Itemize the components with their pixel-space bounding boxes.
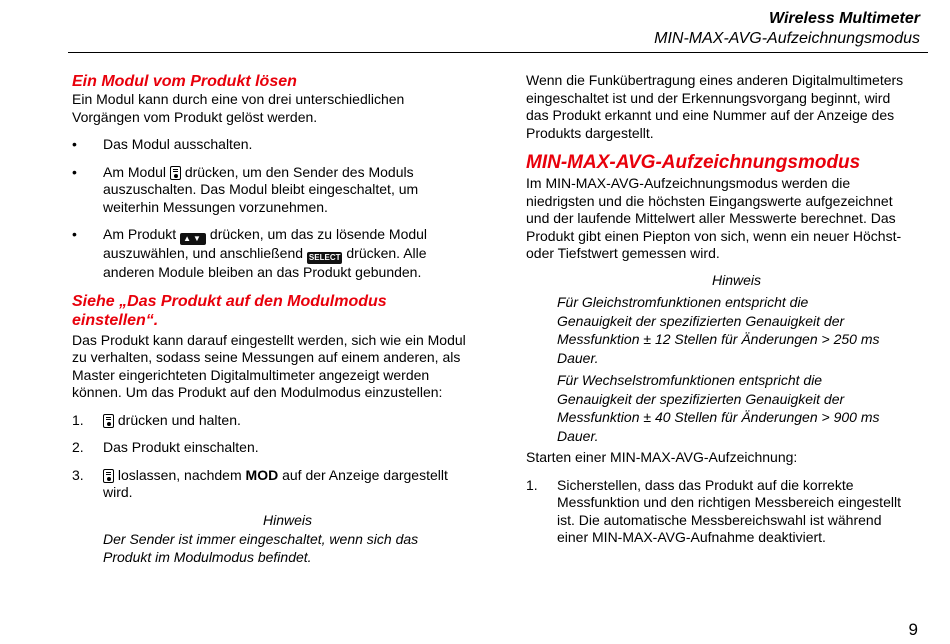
header-subtitle: MIN-MAX-AVG-Aufzeichnungsmodus — [654, 30, 920, 47]
right-column — [526, 72, 916, 547]
transmit-button-icon — [103, 414, 114, 428]
note-ac: Für Wechselstromfunktionen entspricht die Genauigkeit der spezifizierten Genauigkeit der Messfunktion ± 40 Stellen für Änderungen > 900 ms Dauer. — [557, 372, 880, 444]
step-1: 1. Sicherstellen, dass das Produkt auf die korrekte Messfunktion und den richtigen Messbereich eingestellt ist. Die automatische Messbereichswahl ist während einer MIN-MAX-AVG-Aufnahme deaktiviert. — [526, 476, 901, 545]
header-title: Wireless Multimeter — [768, 10, 920, 27]
paragraph-radio-detection: Wenn die Funkübertragung eines anderen Digitalmultimeters eingeschaltet ist und der Erkennungsvorgang beginnt, wird das Produkt erkannt und eine Nummer auf der Anzeige des Produkts dargestellt. — [526, 72, 904, 141]
paragraph-detach-intro: Ein Modul kann durch eine von drei unterschiedlichen Vorgängen vom Produkt gelöst werden. — [72, 91, 405, 125]
bullet-item-3: • Am Produkt ▲▼ drücken, um das zu lösende Modul auszuwählen, und anschließend SELECT drücken. Alle anderen Module bleiben an das Produkt gebunden. — [72, 226, 428, 280]
bullet-item-2: • Am Modul drücken, um den Sender des Moduls auszuschalten. Das Modul bleibt eingeschaltet, um weiterhin Messungen vorzunehmen. — [72, 163, 419, 215]
arrow-keys-icon: ▲▼ — [180, 233, 206, 245]
transmit-button-icon — [170, 166, 181, 180]
transmit-button-icon — [103, 469, 114, 483]
paragraph-start-recording: Starten einer MIN-MAX-AVG-Aufzeichnung: — [526, 449, 798, 465]
step-3: 3. loslassen, nachdem MOD auf der Anzeige dargestellt wird. — [72, 466, 448, 500]
page-number: 9 — [908, 620, 918, 639]
step-2: 2. Das Produkt einschalten. — [72, 439, 259, 455]
heading-detach-module: Ein Modul vom Produkt lösen — [72, 73, 297, 90]
note-heading: Hinweis — [711, 271, 761, 288]
bullet-item-1: • Das Modul ausschalten. — [72, 136, 253, 152]
left-column — [72, 72, 472, 566]
header-rule — [68, 52, 928, 53]
heading-min-max-avg: MIN-MAX-AVG-Aufzeichnungsmodus — [526, 152, 861, 173]
note-text: Der Sender ist immer eingeschaltet, wenn sich das Produkt im Modulmodus befindet. — [103, 531, 419, 565]
select-key-icon: SELECT — [308, 253, 341, 262]
paragraph-min-max-avg: Im MIN-MAX-AVG-Aufzeichnungsmodus werden die niedrigsten und die höchsten Eingangswerte aufgezeichnet und der laufende Mittelwert aller Messwerte berechnet. Das Produkt gibt einen Piepton von sich, wenn ein neuer Höchst- oder Tiefstwert gemessen wird. — [526, 175, 902, 261]
note-heading: Hinweis — [262, 511, 312, 528]
heading-module-mode: Siehe „Das Produkt auf den Modulmodus einstellen“. — [72, 292, 387, 329]
paragraph-module-mode: Das Produkt kann darauf eingestellt werden, sich wie ein Modul zu verhalten, sodass seine Messungen auf einem anderen, als Master eingerichteten Digitalmultimeter angezeigt werden können. Um das Produkt auf den Modulmodus einzustellen: — [72, 331, 466, 400]
step-1: 1. drücken und halten. — [72, 411, 241, 428]
note-dc: Für Gleichstromfunktionen entspricht die Genauigkeit der spezifizierten Genauigkeit der Messfunktion ± 12 Stellen für Änderungen > 250 ms Dauer. — [557, 294, 880, 366]
